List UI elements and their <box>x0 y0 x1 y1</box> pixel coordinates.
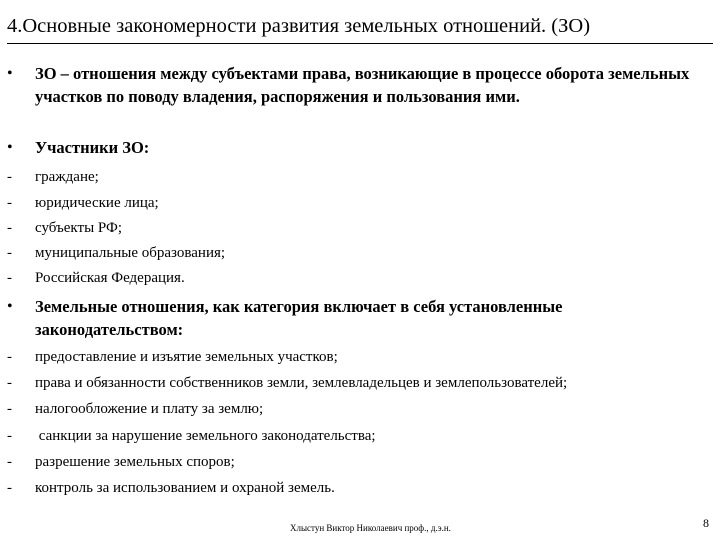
dash-marker: - <box>7 169 12 185</box>
bullet-marker: • <box>7 139 13 156</box>
dash-marker: - <box>7 349 12 365</box>
dash-marker: - <box>7 401 12 417</box>
dash-marker: - <box>7 428 12 444</box>
category-heading: Земельные отношения, как категория включает в себя установленные законодательством: <box>35 297 563 339</box>
category-item-text: контроль за использованием и охраной земель. <box>35 480 335 496</box>
bullet-marker: • <box>7 65 13 82</box>
page-number: 8 <box>703 516 709 530</box>
slide-title: 4.Основные закономерности развития земельных отношений. (ЗО) <box>7 15 591 37</box>
participants-heading: Участники ЗО: <box>35 138 150 157</box>
bullet-marker: • <box>7 298 13 315</box>
participant-text: муниципальные образования; <box>35 245 226 261</box>
dash-marker: - <box>7 270 12 286</box>
participant-text: юридические лица; <box>35 195 159 211</box>
category-item-text: санкции за нарушение земельного законодательства; <box>35 428 376 444</box>
category-item-text: права и обязанности собственников земли, землевладельцев и землепользователей; <box>35 375 568 391</box>
category-item-text: разрешение земельных споров; <box>35 454 235 470</box>
definition-text: ЗО – отношения между субъектами права, возникающие в процессе оборота земельных участков по поводу владения, распоряжения и пользования ими. <box>35 64 690 106</box>
participant-text: субъекты РФ; <box>35 220 123 236</box>
footer-author: Хлыстун Виктор Николаевич проф., д.э.н. <box>290 523 451 533</box>
dash-marker: - <box>7 220 12 236</box>
title-underline <box>7 43 713 44</box>
dash-marker: - <box>7 454 12 470</box>
participant-text: Российская Федерация. <box>35 270 185 286</box>
category-item-text: предоставление и изъятие земельных участков; <box>35 349 338 365</box>
dash-marker: - <box>7 195 12 211</box>
dash-marker: - <box>7 245 12 261</box>
dash-marker: - <box>7 480 12 496</box>
category-item-text: налогообложение и плату за землю; <box>35 401 264 417</box>
dash-marker: - <box>7 375 12 391</box>
participant-text: граждане; <box>35 169 99 185</box>
